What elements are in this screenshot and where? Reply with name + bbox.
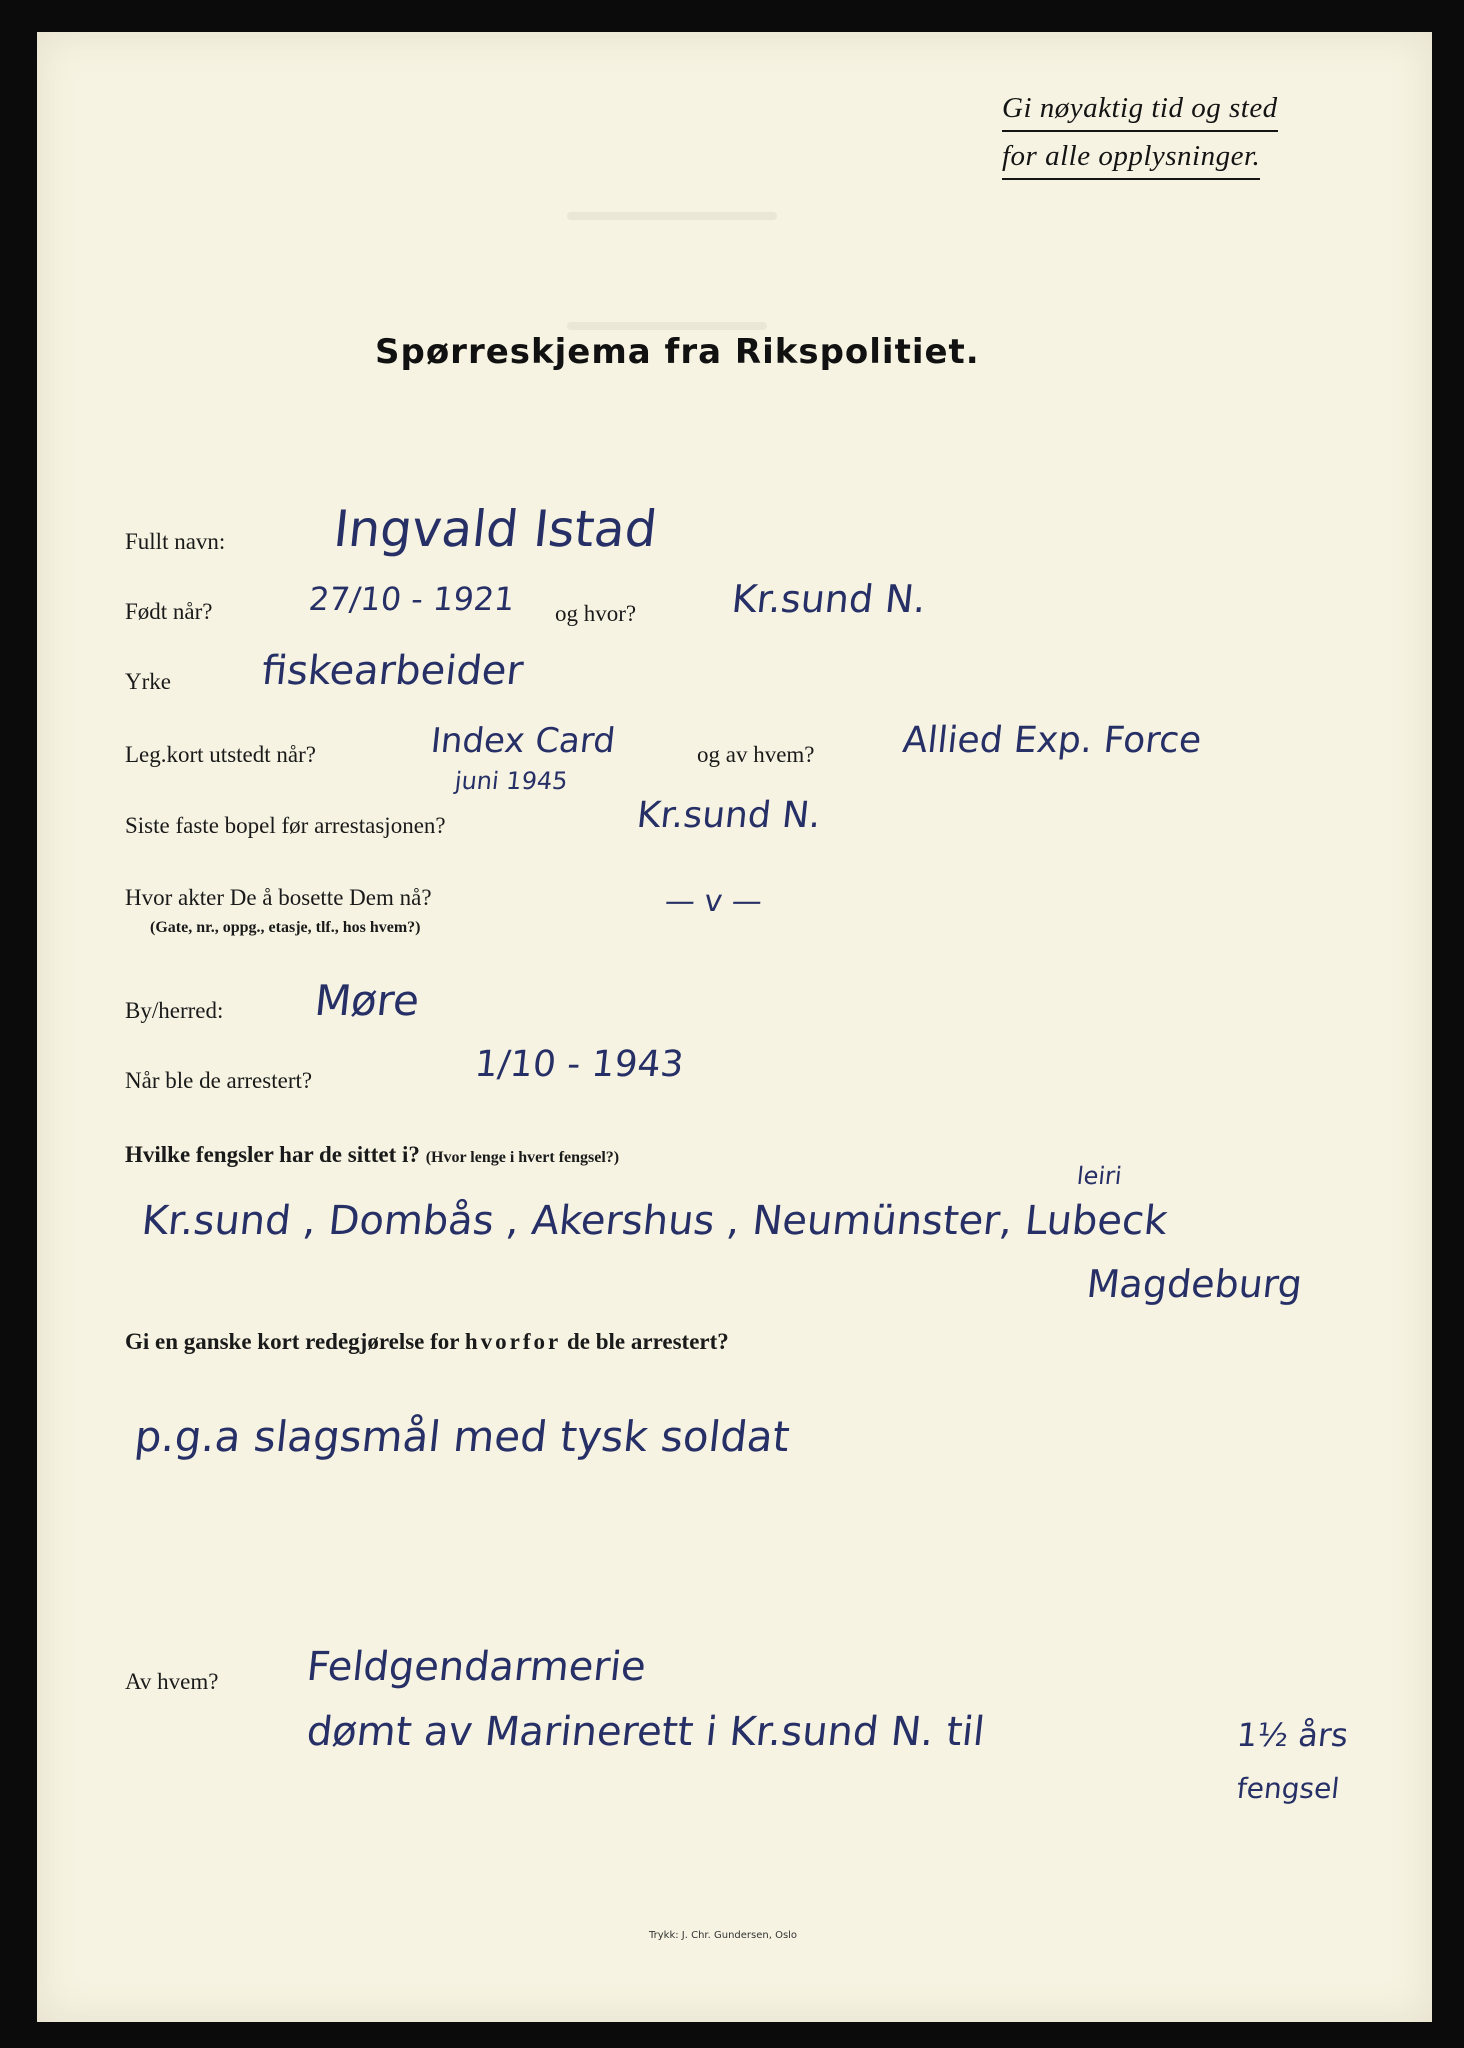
id-card-when-value: Index Card xyxy=(428,721,618,761)
id-card-by-value: Allied Exp. Force xyxy=(900,720,1204,761)
full-name-value: Ingvald Istad xyxy=(330,500,660,558)
settle-sublabel: (Gate, nr., oppg., etasje, tlf., hos hvem?) xyxy=(150,919,421,936)
occupation-value: fiskearbeider xyxy=(259,648,526,694)
by-whom-value4: fengsel xyxy=(1235,1772,1341,1805)
prisons-note: leiri xyxy=(1075,1162,1124,1190)
municipality-value: Møre xyxy=(312,976,422,1025)
last-residence-value: Kr.sund N. xyxy=(634,795,823,836)
id-card-when-label: Leg.kort utstedt når? xyxy=(125,742,316,767)
municipality-label: By/herred: xyxy=(125,998,224,1023)
form-page xyxy=(37,32,1432,2022)
faded-print-mark xyxy=(567,322,767,330)
born-when-value: 27/10 - 1921 xyxy=(307,580,517,618)
prisons-label: Hvilke fengsler har de sittet i? (Hvor lenge i hvert fengsel?) xyxy=(125,1142,620,1167)
prisons-value: Kr.sund , Dombås , Akershus , Neumünster, Lubeck xyxy=(139,1198,1170,1244)
id-card-by-label: og av hvem? xyxy=(697,742,815,767)
id-card-when-value2: juni 1945 xyxy=(453,767,569,795)
born-where-label: og hvor? xyxy=(555,601,637,626)
faded-print-mark xyxy=(567,212,777,220)
arrested-when-value: 1/10 - 1943 xyxy=(472,1044,686,1085)
prisons-value2: Magdeburg xyxy=(1084,1262,1305,1306)
by-whom-label: Av hvem? xyxy=(125,1669,219,1694)
full-name-label: Fullt navn: xyxy=(125,529,226,554)
prisons-sublabel: (Hvor lenge i hvert fengsel?) xyxy=(425,1149,620,1166)
notice-line-1: Gi nøyaktig tid og sted xyxy=(1002,92,1278,125)
reason-label: Gi en ganske kort redegjørelse for hvorfor de ble arrestert? xyxy=(125,1329,729,1354)
reason-label-emph: hvorfor xyxy=(464,1329,562,1354)
born-when-label: Født når? xyxy=(125,599,213,624)
occupation-label: Yrke xyxy=(125,669,171,694)
last-residence-label: Siste faste bopel før arrestasjonen? xyxy=(125,813,446,838)
by-whom-value3: 1½ års xyxy=(1235,1716,1350,1754)
settle-value: — v — xyxy=(663,884,764,919)
by-whom-value2: dømt av Marinerett i Kr.sund N. til xyxy=(304,1709,987,1755)
settle-label: Hvor akter De å bosette Dem nå? xyxy=(125,885,432,910)
arrested-when-label: Når ble de arrestert? xyxy=(125,1068,313,1093)
born-where-value: Kr.sund N. xyxy=(729,577,929,621)
reason-value: p.g.a slagsmål med tysk soldat xyxy=(132,1412,792,1461)
by-whom-value: Feldgendarmerie xyxy=(304,1644,649,1690)
printer-imprint: Trykk: J. Chr. Gundersen, Oslo xyxy=(649,1930,798,1941)
notice-line-2: for alle opplysninger. xyxy=(1002,140,1260,173)
form-title: Spørreskjema fra Rikspolitiet. xyxy=(375,332,980,372)
